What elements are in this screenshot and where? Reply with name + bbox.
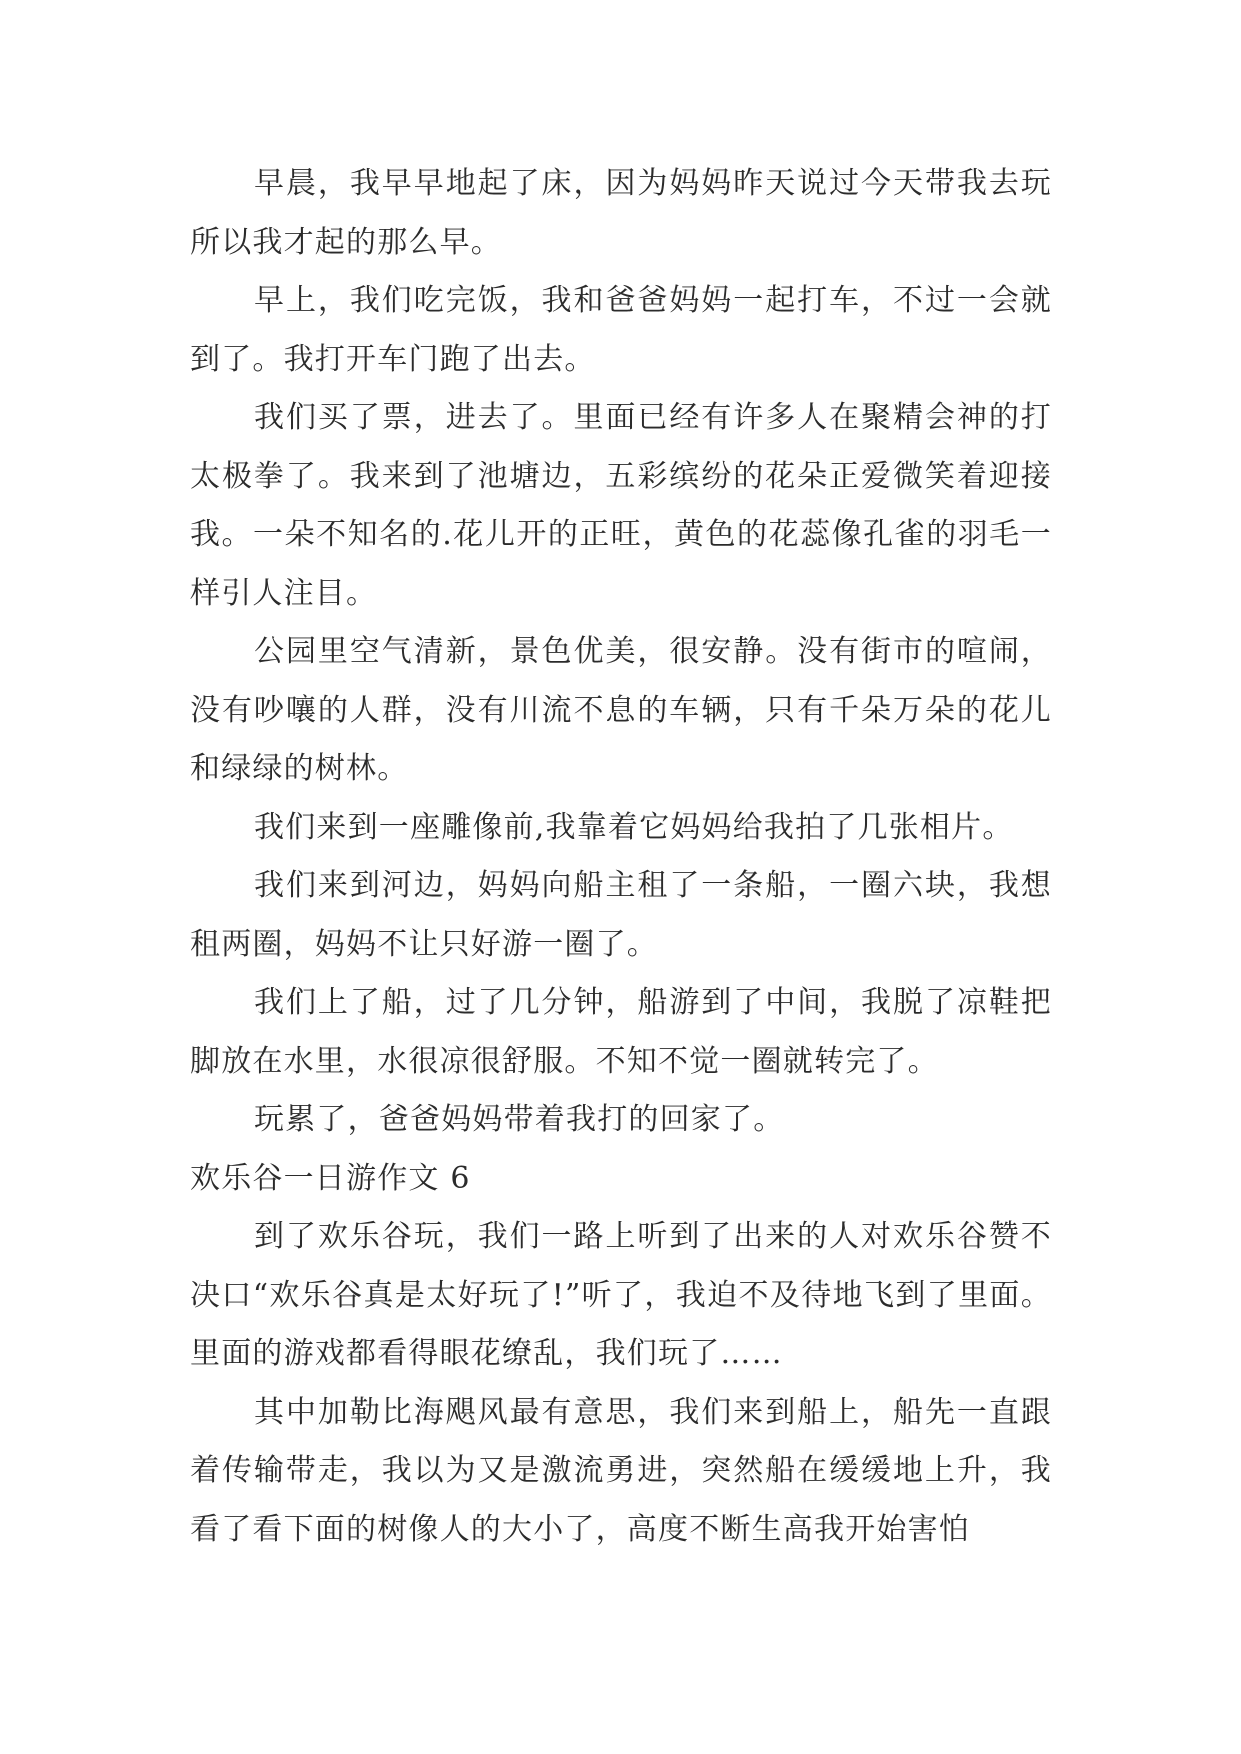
paragraph: 早上，我们吃完饭，我和爸爸妈妈一起打车，不过一会就到了。我打开车门跑了出去。 [190, 283, 1052, 377]
paragraph: 我们来到一座雕像前,我靠着它妈妈给我拍了几张相片。 [254, 809, 1014, 845]
paragraph: 我们上了船，过了几分钟，船游到了中间，我脱了凉鞋把脚放在水里，水很凉很舒服。不知不觉一圈就转完了。 [190, 985, 1052, 1079]
document-body [190, 155, 1052, 1559]
paragraph: 到了欢乐谷玩，我们一路上听到了出来的人对欢乐谷赞不决口“欢乐谷真是太好玩了!”听了，我迫不及待地飞到了里面。里面的游戏都看得眼花缭乱，我们玩了…… [190, 1219, 1052, 1371]
paragraph: 早晨，我早早地起了床，因为妈妈昨天说过今天带我去玩所以我才起的那么早。 [190, 166, 1052, 260]
paragraph: 玩累了，爸爸妈妈带着我打的回家了。 [254, 1102, 785, 1137]
paragraph: 其中加勒比海飓风最有意思，我们来到船上，船先一直跟着传输带走，我以为又是激流勇进，突然船在缓缓地上升，我看了看下面的树像人的大小了，高度不断生高我开始害怕 [190, 1394, 1052, 1547]
paragraph: 我们来到河边，妈妈向船主租了一条船，一圈六块，我想租两圈，妈妈不让只好游一圈了。 [190, 868, 1052, 962]
paragraph: 我们买了票，进去了。里面已经有许多人在聚精会神的打太极拳了。我来到了池塘边，五彩缤纷的花朵正爱微笑着迎接我。一朵不知名的.花儿开的正旺，黄色的花蕊像孔雀的羽毛一样引人注目。 [190, 400, 1052, 611]
section-title: 欢乐谷一日游作文 6 [190, 1160, 471, 1196]
paragraph: 公园里空气清新，景色优美，很安静。没有街市的喧闹，没有吵嚷的人群，没有川流不息的车辆，只有千朵万朵的花儿和绿绿的树林。 [190, 634, 1052, 786]
